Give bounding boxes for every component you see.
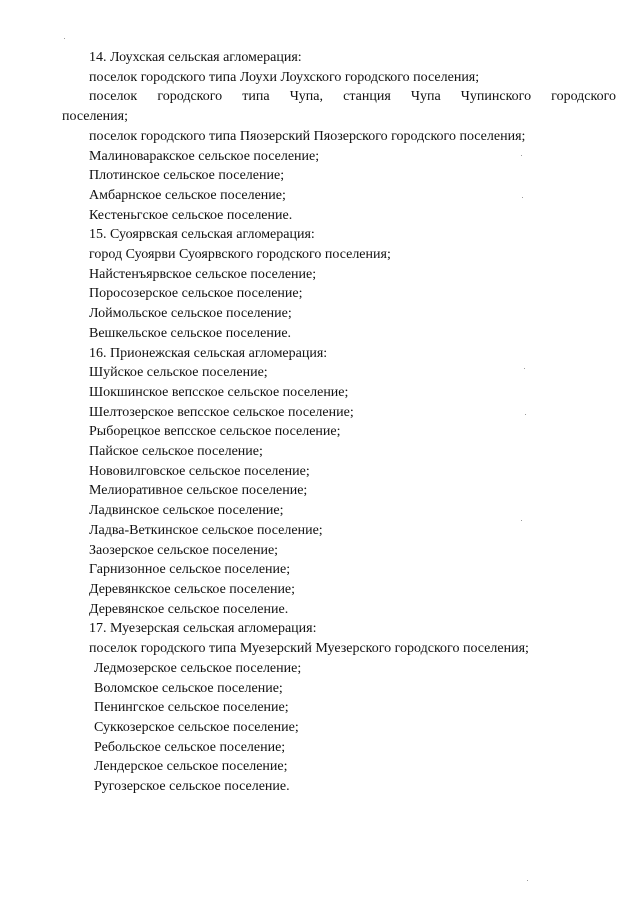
list-item: поселок городского типа Пяозерский Пяозерского городского поселения; bbox=[89, 128, 526, 144]
list-item: Вешкельское сельское поселение. bbox=[89, 325, 292, 341]
list-item: город Суоярви Суоярвского городского поселения; bbox=[89, 247, 391, 263]
scan-speck bbox=[522, 197, 523, 198]
list-item-continuation: поселения; bbox=[62, 109, 128, 125]
list-item: Рыборецкое вепсское сельское поселение; bbox=[89, 424, 341, 440]
list-item: Ругозерское сельское поселение. bbox=[94, 779, 290, 795]
list-item: Поросозерское сельское поселение; bbox=[89, 286, 303, 302]
list-item: Пайское сельское поселение; bbox=[89, 444, 263, 460]
scan-speck bbox=[521, 520, 522, 521]
list-item: Плотинское сельское поселение; bbox=[89, 168, 285, 184]
list-item: Деревянкское сельское поселение; bbox=[89, 581, 296, 597]
list-item: Лендерское сельское поселение; bbox=[94, 759, 288, 775]
list-item: Лоймольское сельское поселение; bbox=[89, 306, 292, 322]
scan-speck bbox=[521, 155, 522, 156]
section-heading: 16. Прионежская сельская агломерация: bbox=[89, 345, 328, 361]
list-item: Ребольское сельское поселение; bbox=[94, 739, 286, 755]
list-item: Суккозерское сельское поселение; bbox=[94, 719, 299, 735]
scan-speck bbox=[524, 368, 525, 369]
list-item: Мелиоративное сельское поселение; bbox=[89, 483, 308, 499]
list-item: поселок городского типа Муезерский Муезерского городского поселения; bbox=[89, 641, 529, 657]
list-item: Деревянское сельское поселение. bbox=[89, 601, 289, 617]
list-item: Пенингское сельское поселение; bbox=[94, 700, 289, 716]
list-item: Ладвинское сельское поселение; bbox=[89, 503, 284, 519]
list-item: поселок городского типа Лоухи Лоухского городского поселения; bbox=[89, 69, 480, 85]
section-heading: 15. Суоярвская сельская агломерация: bbox=[89, 227, 315, 243]
list-item: Шуйское сельское поселение; bbox=[89, 365, 268, 381]
list-item: Найстенъярвское сельское поселение; bbox=[89, 266, 317, 282]
list-item: Кестеньгское сельское поселение. bbox=[89, 207, 293, 223]
list-item: Шелтозерское вепсское сельское поселение; bbox=[89, 404, 354, 420]
section-heading: 14. Лоухская сельская агломерация: bbox=[89, 50, 302, 65]
list-item: Малиноваракское сельское поселение; bbox=[89, 148, 320, 164]
list-item: Амбарнское сельское поселение; bbox=[89, 187, 286, 203]
scan-speck bbox=[64, 38, 65, 39]
list-item: Гарнизонное сельское поселение; bbox=[89, 562, 291, 578]
scan-speck bbox=[525, 414, 526, 415]
list-item: Нововилговское сельское поселение; bbox=[89, 463, 310, 479]
list-item: поселок городского типа Чупа, станция Чупа Чупинского городского bbox=[89, 89, 616, 105]
document-body bbox=[62, 48, 616, 797]
list-item: Ледмозерское сельское поселение; bbox=[94, 660, 302, 676]
list-item: Заозерское сельское поселение; bbox=[89, 542, 279, 558]
section-heading: 17. Муезерская сельская агломерация: bbox=[89, 621, 317, 637]
list-item: Ладва-Веткинское сельское поселение; bbox=[89, 522, 323, 538]
list-item: Шокшинское вепсское сельское поселение; bbox=[89, 384, 349, 400]
list-item: Воломское сельское поселение; bbox=[94, 680, 283, 696]
scan-speck bbox=[527, 880, 528, 881]
